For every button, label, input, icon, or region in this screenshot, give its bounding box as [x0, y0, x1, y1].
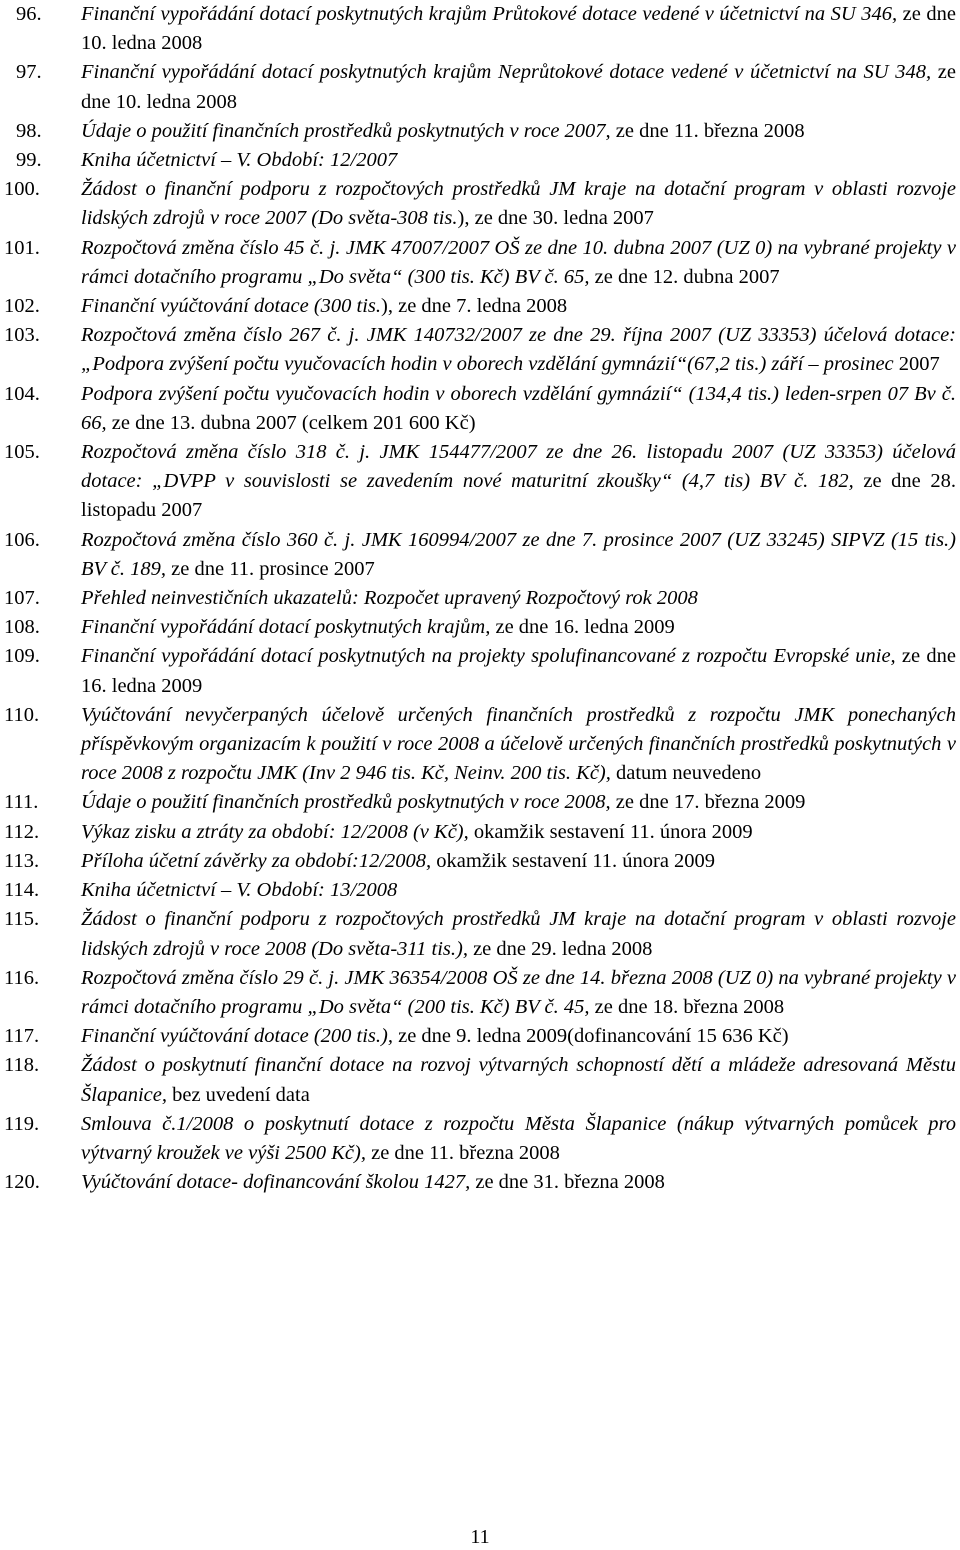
list-item	[0, 1051, 960, 1109]
list-item	[0, 1110, 960, 1168]
item-title: Žádost o finanční podporu z rozpočtových prostředků JM kraje na dotační program v oblasti rozvoje lidských zdrojů v roce 2007 (Do světa-308 tis.	[81, 178, 956, 230]
item-title: Kniha účetnictví – V. Období: 13/2008	[81, 879, 398, 902]
item-detail: ze dne 11. prosince 2007	[166, 557, 375, 580]
item-detail: ze dne 10. ledna 2008	[81, 61, 956, 113]
item-title: Údaje o použití finančních prostředků poskytnutých v roce 2008,	[81, 791, 611, 814]
item-number: 101.	[4, 236, 40, 259]
item-number: 108.	[4, 616, 40, 639]
item-detail: ze dne 29. ledna 2008	[467, 937, 653, 960]
item-number: 109.	[4, 645, 40, 668]
item-title: Finanční vypořádání dotací poskytnutých krajům Neprůtokové dotace vedené v účetnictví na SU 348,	[81, 61, 932, 84]
list-item	[0, 1168, 960, 1197]
item-title: Přehled neinvestičních ukazatelů: Rozpočet upravený Rozpočtový rok 2008	[81, 587, 698, 610]
item-number: 119.	[4, 1112, 40, 1135]
item-title: Žádost o finanční podporu z rozpočtových prostředků JM kraje na dotační program v oblasti rozvoje lidských zdrojů v roce 2008 (Do světa-311 tis.),	[81, 908, 956, 960]
item-number: 106.	[4, 528, 40, 551]
item-detail: bez uvedení data	[166, 1083, 310, 1106]
item-title: Vyúčtování nevyčerpaných účelově určených finančních prostředků z rozpočtu JMK ponechaných příspěvkovým organizacím k použití v roce 2008 a účelově určených finančních prostředků poskytnutých v roce 2008 z rozpočtu JMK (Inv 2 946 tis. Kč, Neinv. 200 tis. Kč),	[81, 703, 956, 785]
item-detail: ze dne 13. dubna 2007 (celkem 201 600 Kč)	[106, 411, 476, 434]
item-detail: ze dne 11. března 2008	[610, 119, 805, 142]
list-item	[0, 818, 960, 847]
item-number: 97.	[16, 61, 42, 84]
item-number: 104.	[4, 382, 40, 405]
item-title: Finanční vyúčtování dotace (200 tis.),	[81, 1025, 393, 1048]
item-number: 96.	[16, 3, 42, 25]
list-item	[0, 58, 960, 116]
item-title: Vyúčtování dotace- dofinancování školou 1427,	[81, 1171, 471, 1194]
list-item	[0, 701, 960, 789]
item-title: Rozpočtová změna číslo 45 č. j. JMK 47007/2007 OŠ ze dne 10. dubna 2007 (UZ 0) na vybrané projekty v rámci dotačního programu „Do světa“ (300 tis. Kč) BV č. 65,	[81, 236, 956, 288]
list-item	[0, 613, 960, 642]
item-number: 112.	[4, 820, 40, 843]
item-number: 107.	[4, 587, 40, 610]
item-title: Rozpočtová změna číslo 267 č. j. JMK 140732/2007 ze dne 29. října 2007 (UZ 33353) účelová dotace: „Podpora zvýšení počtu vyučovacích hodin v oborech vzdělání gymnázií“(67,2 tis.) září – prosinec	[81, 324, 956, 376]
item-title: Žádost o poskytnutí finanční dotace na rozvoj výtvarných schopností dětí a mládeže adresovaná Městu Šlapanice,	[81, 1054, 956, 1106]
list-item	[0, 321, 960, 379]
item-detail: 2007	[893, 353, 940, 376]
item-number: 113.	[4, 849, 40, 872]
item-detail: ze dne 12. dubna 2007	[589, 265, 780, 288]
item-detail: ze dne 10. ledna 2008	[81, 3, 957, 55]
list-item	[0, 438, 960, 526]
item-detail: ze dne 16. ledna 2009	[81, 645, 956, 697]
item-detail: ze dne 18. března 2008	[589, 995, 785, 1018]
item-number: 116.	[4, 966, 40, 989]
item-number: 115.	[4, 908, 40, 931]
item-number: 110.	[4, 703, 40, 726]
item-title: Rozpočtová změna číslo 29 č. j. JMK 36354/2008 OŠ ze dne 14. března 2008 (UZ 0) na vybrané projekty v rámci dotačního programu „Do světa“ (200 tis. Kč) BV č. 45,	[81, 966, 956, 1018]
item-title: Finanční vypořádání dotací poskytnutých krajům,	[81, 616, 491, 639]
item-title: Smlouva č.1/2008 o poskytnutí dotace z rozpočtu Města Šlapanice (nákup výtvarných pomůcek pro výtvarný kroužek ve výši 2500 Kč),	[81, 1112, 956, 1164]
item-title: Rozpočtová změna číslo 360 č. j. JMK 160994/2007 ze dne 7. prosince 2007 (UZ 33245) SIPVZ (15 tis.) BV č. 189,	[81, 528, 956, 580]
list-item	[0, 905, 960, 963]
list-item	[0, 0, 960, 58]
item-detail: okamžik sestavení 11. února 2009	[431, 849, 716, 872]
list-item	[0, 788, 960, 817]
item-title: Výkaz zisku a ztráty za období: 12/2008 (v Kč),	[81, 820, 469, 843]
list-item	[0, 292, 960, 321]
item-detail: ), ze dne 30. ledna 2007	[457, 207, 654, 230]
item-number: 117.	[4, 1025, 40, 1048]
item-number: 118.	[4, 1054, 40, 1077]
item-number: 98.	[16, 119, 42, 142]
item-title: Příloha účetní závěrky za období:12/2008,	[81, 849, 432, 872]
list-item	[0, 234, 960, 292]
item-number: 114.	[4, 879, 40, 902]
list-item	[0, 380, 960, 438]
list-item	[0, 964, 960, 1022]
list-item	[0, 584, 960, 613]
item-number: 99.	[16, 149, 42, 172]
list-item	[0, 642, 960, 700]
item-title: Podpora zvýšení počtu vyučovacích hodin v oborech vzdělání gymnázií“ (134,4 tis.) leden-srpen 07 Bv č. 66,	[81, 382, 956, 434]
page-number: 11	[470, 1526, 490, 1548]
item-detail: ze dne 28. listopadu 2007	[81, 470, 957, 522]
item-detail: ze dne 11. března 2008	[365, 1141, 560, 1164]
item-number: 120.	[4, 1171, 40, 1194]
item-detail: ze dne 16. ledna 2009	[490, 616, 675, 639]
list-item	[0, 117, 960, 146]
item-detail: ), ze dne 7. ledna 2008	[381, 295, 568, 318]
item-number: 105.	[4, 441, 40, 464]
list-item	[0, 876, 960, 905]
item-number: 103.	[4, 324, 40, 347]
item-title: Údaje o použití finančních prostředků poskytnutých v roce 2007,	[81, 119, 611, 142]
item-detail: ze dne 9. ledna 2009(dofinancování 15 636 Kč)	[392, 1025, 789, 1048]
item-title: Rozpočtová změna číslo 318 č. j. JMK 154477/2007 ze dne 26. listopadu 2007 (UZ 33353) účelová dotace: „DVPP v souvislosti se zavedením nové maturitní zkoušky“ (4,7 tis) BV č. 182,	[81, 441, 956, 493]
list-item	[0, 526, 960, 584]
list-item	[0, 1022, 960, 1051]
item-detail: okamžik sestavení 11. února 2009	[468, 820, 753, 843]
item-title: Kniha účetnictví – V. Období: 12/2007	[81, 149, 398, 172]
item-number: 100.	[4, 178, 40, 201]
item-title: Finanční vypořádání dotací poskytnutých na projekty spolufinancované z rozpočtu Evropské unie,	[81, 645, 896, 668]
list-item	[0, 175, 960, 233]
item-number: 102.	[4, 295, 40, 318]
item-detail: datum neuvedeno	[610, 762, 762, 785]
item-detail: ze dne 17. března 2009	[610, 791, 806, 814]
list-item	[0, 146, 960, 175]
list-item	[0, 847, 960, 876]
item-number: 111.	[4, 791, 39, 814]
item-title: Finanční vypořádání dotací poskytnutých krajům Průtokové dotace vedené v účetnictví na SU 346,	[81, 3, 898, 25]
item-title: Finanční vyúčtování dotace (300 tis.	[81, 295, 382, 318]
item-detail: ze dne 31. března 2008	[470, 1171, 665, 1194]
